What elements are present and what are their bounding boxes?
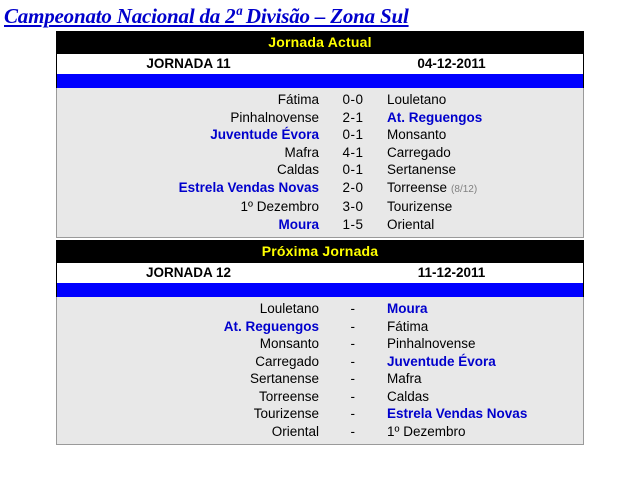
fixture-away-team <box>377 353 583 371</box>
fixture-row <box>57 179 583 199</box>
fixture-score: - <box>350 371 356 386</box>
fixture-score: - <box>350 301 356 316</box>
fixture-away-team-label: Carregado <box>387 144 451 160</box>
fixture-away-team <box>377 335 583 353</box>
fixture-away-team-label: Oriental <box>387 216 435 232</box>
fixture-row <box>57 91 583 109</box>
fixture-score: 4-1 <box>342 144 364 160</box>
fixture-away-team-label: Estrela Vendas Novas <box>387 406 528 421</box>
fixture-row <box>57 161 583 179</box>
fixture-score: - <box>350 423 356 439</box>
fixture-away-team-label: Pinhalnovense <box>387 336 476 351</box>
fixture-row <box>57 388 583 406</box>
fixture-home-team: Estrela Vendas Novas <box>178 179 319 195</box>
fixture-away-team-label: Mafra <box>387 371 422 386</box>
fixture-away-team <box>377 198 583 216</box>
fixture-away-team <box>377 423 583 441</box>
current-round-accent-bar <box>56 74 584 88</box>
fixture-score: - <box>350 336 356 351</box>
fixture-score: - <box>350 318 356 334</box>
fixture-away-team-label: Fátima <box>387 318 429 334</box>
fixture-away-team-label: At. Reguengos <box>387 109 483 125</box>
current-round-date: 04-12-2011 <box>417 56 486 71</box>
fixture-row <box>57 353 583 371</box>
fixture-row <box>57 405 583 423</box>
fixture-score: - <box>350 353 356 369</box>
next-fixtures-list <box>56 297 584 445</box>
fixture-row <box>57 300 583 318</box>
fixture-score: 2-0 <box>342 179 364 195</box>
fixture-date-note: (8/12) <box>451 183 478 195</box>
next-round-label: JORNADA 12 <box>145 265 232 280</box>
fixture-row <box>57 370 583 388</box>
fixture-away-team <box>377 318 583 336</box>
fixture-away-team <box>377 91 583 109</box>
fixture-home-team: Oriental <box>271 423 319 439</box>
fixture-row <box>57 216 583 234</box>
fixture-home-team: Pinhalnovense <box>230 109 319 125</box>
fixture-score: 1-5 <box>342 216 364 232</box>
fixture-home-team: Moura <box>278 216 319 232</box>
fixture-away-team-label: Torreense <box>387 179 448 195</box>
fixture-score: - <box>350 406 356 421</box>
fixture-home-team: Sertanense <box>249 371 319 386</box>
fixture-home-team: Carregado <box>255 353 319 369</box>
fixture-away-team-label: Tourizense <box>387 199 453 214</box>
fixture-row <box>57 144 583 162</box>
fixture-home-team: Juventude Évora <box>210 127 319 142</box>
fixture-away-team <box>377 144 583 162</box>
current-fixtures-list <box>56 88 584 238</box>
fixture-row <box>57 126 583 144</box>
fixture-score: 0-1 <box>342 162 364 177</box>
current-round-label: JORNADA 11 <box>146 56 231 71</box>
fixture-home-team: Mafra <box>284 144 319 160</box>
fixture-away-team-label: Louletano <box>387 92 447 107</box>
fixture-away-team <box>377 216 583 234</box>
fixture-away-team-label: Monsanto <box>387 127 447 142</box>
fixture-row <box>57 109 583 127</box>
fixture-away-team-label: Moura <box>387 301 428 316</box>
fixture-row <box>57 423 583 441</box>
fixture-score: 0-0 <box>342 92 364 107</box>
fixture-score: 3-0 <box>342 199 364 214</box>
current-round-header <box>56 54 584 74</box>
fixture-away-team <box>377 300 583 318</box>
fixture-away-team-label: 1º Dezembro <box>387 423 466 439</box>
fixture-home-team: Monsanto <box>259 336 319 351</box>
fixture-score: 0-1 <box>342 127 364 142</box>
fixture-home-team: Fátima <box>277 92 319 107</box>
fixture-row <box>57 335 583 353</box>
fixture-away-team <box>377 370 583 388</box>
fixture-away-team <box>377 126 583 144</box>
next-round-accent-bar <box>56 283 584 297</box>
fixture-row <box>57 318 583 336</box>
next-round-section <box>56 240 584 445</box>
current-round-band: Jornada Actual <box>56 31 584 54</box>
fixture-score: - <box>350 388 356 404</box>
fixture-away-team <box>377 179 583 199</box>
fixture-away-team-label: Juventude Évora <box>387 353 496 369</box>
fixture-home-team: Louletano <box>259 301 319 316</box>
fixture-home-team: At. Reguengos <box>223 318 319 334</box>
fixture-row <box>57 198 583 216</box>
fixture-away-team <box>377 109 583 127</box>
fixture-home-team: Tourizense <box>253 406 319 421</box>
next-round-band: Próxima Jornada <box>56 240 584 263</box>
fixture-home-team: Caldas <box>276 162 319 177</box>
fixture-score: 2-1 <box>342 109 364 125</box>
fixture-away-team <box>377 161 583 179</box>
current-round-section <box>56 31 584 238</box>
fixture-away-team <box>377 388 583 406</box>
fixture-away-team-label: Sertanense <box>387 162 457 177</box>
fixture-away-team <box>377 405 583 423</box>
fixture-home-team: Torreense <box>258 388 319 404</box>
page-title: Campeonato Nacional da 2ª Divisão – Zona Sul <box>4 4 409 28</box>
fixture-away-team-label: Caldas <box>387 388 430 404</box>
next-round-header <box>56 263 584 283</box>
next-round-date: 11-12-2011 <box>417 265 486 280</box>
fixture-home-team: 1º Dezembro <box>240 199 319 214</box>
